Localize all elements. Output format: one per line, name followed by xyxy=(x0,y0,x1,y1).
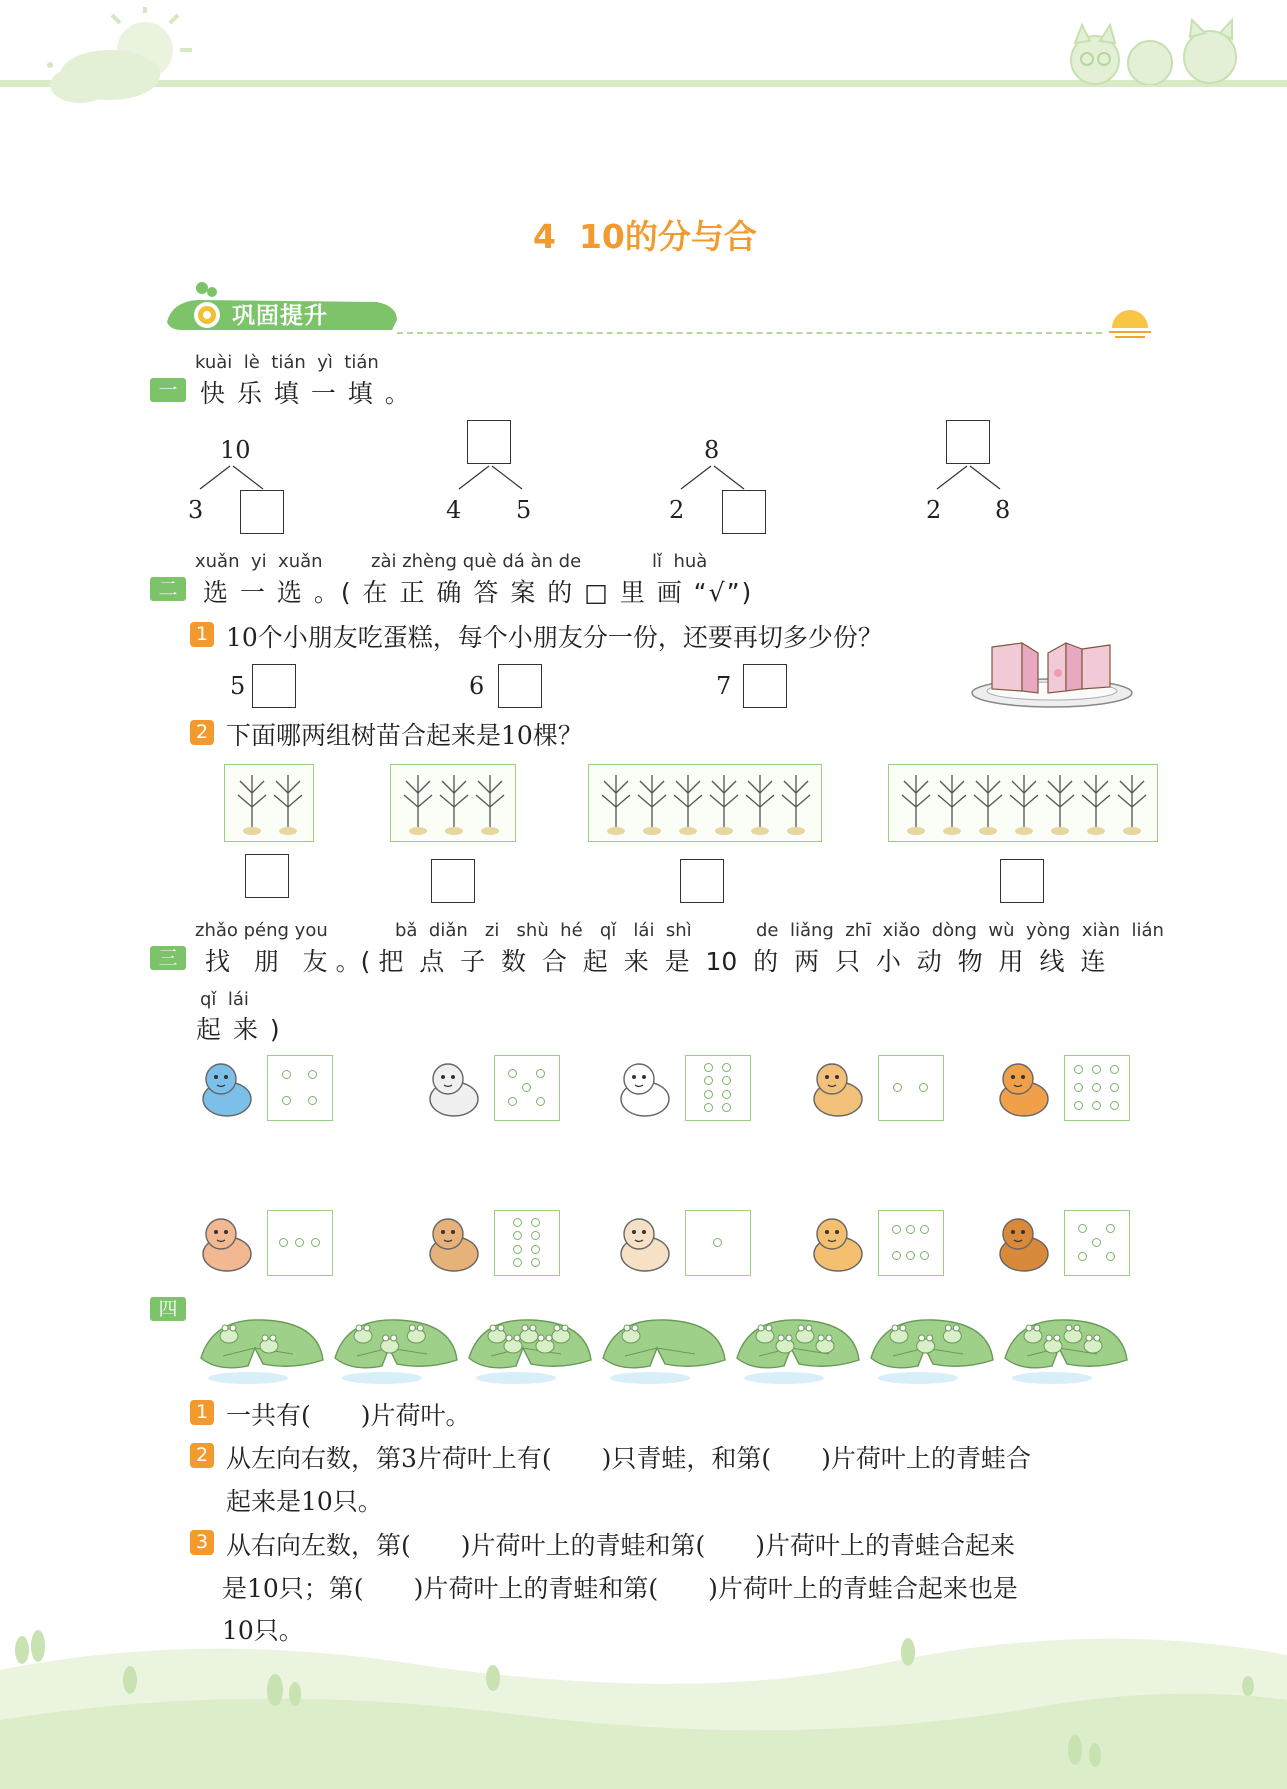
dot xyxy=(1078,1252,1087,1261)
dot xyxy=(704,1076,713,1085)
dot xyxy=(892,1251,901,1260)
dot xyxy=(722,1063,731,1072)
q4-2-line1: 从左向右数，第3片荷叶上有( )只青蛙，和第( )片荷叶上的青蛙合 xyxy=(226,1444,1031,1473)
lily-pad xyxy=(327,1298,463,1392)
section1-instruction: 快 乐 填 一 填 。 xyxy=(200,379,412,408)
dot xyxy=(531,1258,540,1267)
dot xyxy=(279,1238,288,1247)
tree-left-value: 4 xyxy=(446,496,462,524)
dot xyxy=(531,1218,540,1227)
dot xyxy=(892,1225,901,1234)
q4-2-line2: 起来是10只。 xyxy=(226,1487,383,1516)
answer-box[interactable] xyxy=(722,490,766,534)
tree-left-value: 2 xyxy=(669,496,685,524)
section3-pinyin-4: qǐ lái xyxy=(200,989,249,1010)
tree-left-value: 2 xyxy=(926,496,942,524)
lion-icon[interactable] xyxy=(990,1210,1058,1276)
tree-group-checkbox[interactable] xyxy=(680,859,724,903)
sapling-group xyxy=(390,764,516,842)
dot xyxy=(906,1251,915,1260)
section3-instruction-2: 起 来 ) xyxy=(196,1015,282,1044)
animals-header-icon xyxy=(1060,15,1250,85)
dot xyxy=(508,1069,517,1078)
dot xyxy=(1110,1083,1119,1092)
dot-card xyxy=(685,1055,751,1121)
dot xyxy=(536,1097,545,1106)
dot xyxy=(713,1238,722,1247)
dot xyxy=(722,1103,731,1112)
tree-group-checkbox[interactable] xyxy=(431,859,475,903)
dot-card xyxy=(267,1055,333,1121)
section3-pinyin-2: bǎ diǎn zi shù hé qǐ lái shì xyxy=(395,920,692,941)
section2-pinyin-2: zài zhèng què dá àn de xyxy=(371,551,582,572)
dot xyxy=(536,1069,545,1078)
dot xyxy=(920,1251,929,1260)
tree-top-value: 8 xyxy=(704,436,720,464)
dot xyxy=(282,1096,291,1105)
q4-3-line1: 从右向左数，第( )片荷叶上的青蛙和第( )片荷叶上的青蛙合起来 xyxy=(226,1531,1016,1560)
option-5: 5 xyxy=(230,672,246,700)
q2-2-badge: 2 xyxy=(190,720,214,745)
lily-pad xyxy=(729,1298,865,1392)
sapling-group xyxy=(588,764,822,842)
q4-1-text: 一共有( )片荷叶。 xyxy=(226,1401,471,1430)
answer-box[interactable] xyxy=(946,420,990,464)
q2-2-text: 下面哪两组树苗合起来是10棵？ xyxy=(226,721,583,750)
section4-badge: 四 xyxy=(150,1297,186,1321)
dot xyxy=(1078,1224,1087,1233)
dot xyxy=(1092,1065,1101,1074)
q4-3-line3: 10只。 xyxy=(222,1616,304,1645)
section2-pinyin-3: lǐ huà xyxy=(652,551,708,572)
sun-cloud-icon xyxy=(20,5,200,115)
dot xyxy=(513,1258,522,1267)
lily-pad xyxy=(997,1298,1133,1392)
section-banner xyxy=(152,280,1152,340)
dot-card xyxy=(494,1210,560,1276)
option-6-checkbox[interactable] xyxy=(498,664,542,708)
dot-card xyxy=(1064,1210,1130,1276)
q4-3-badge: 3 xyxy=(190,1530,214,1555)
section3-badge: 三 xyxy=(150,946,186,970)
dot-card xyxy=(878,1210,944,1276)
option-5-checkbox[interactable] xyxy=(252,664,296,708)
q4-2-badge: 2 xyxy=(190,1443,214,1468)
dot xyxy=(1092,1083,1101,1092)
dot xyxy=(1074,1101,1083,1110)
dot xyxy=(531,1245,540,1254)
dot xyxy=(722,1076,731,1085)
section2-instruction: 选 一 选 。( 在 正 确 答 案 的 □ 里 画 “√”) xyxy=(203,578,754,607)
dot xyxy=(1092,1101,1101,1110)
page-title: 4 10的分与合 xyxy=(533,217,757,256)
section2-pinyin-1: xuǎn yi xuǎn xyxy=(195,551,323,572)
dot xyxy=(704,1103,713,1112)
dot xyxy=(295,1238,304,1247)
dot xyxy=(308,1096,317,1105)
dot xyxy=(906,1225,915,1234)
dot xyxy=(1110,1065,1119,1074)
dot-card xyxy=(878,1055,944,1121)
q2-1-text: 10个小朋友吃蛋糕，每个小朋友分一份，还要再切多少份？ xyxy=(226,623,883,652)
tree-right-value: 8 xyxy=(995,496,1011,524)
dot xyxy=(722,1090,731,1099)
cat-icon[interactable] xyxy=(611,1210,679,1276)
section3-pinyin-1: zhǎo péng you xyxy=(195,920,328,941)
sheep-icon[interactable] xyxy=(420,1055,488,1121)
dot-card xyxy=(494,1055,560,1121)
lily-pad xyxy=(461,1298,597,1392)
section1-badge: 一 xyxy=(150,378,186,402)
sapling-group xyxy=(224,764,314,842)
banner-divider xyxy=(397,332,1102,334)
lily-pad xyxy=(595,1298,731,1392)
tree-left-value: 3 xyxy=(188,496,204,524)
dot xyxy=(308,1070,317,1079)
answer-box[interactable] xyxy=(467,420,511,464)
tiger-icon[interactable] xyxy=(804,1210,872,1276)
squirrel-icon[interactable] xyxy=(990,1055,1058,1121)
q2-1-badge: 1 xyxy=(190,622,214,647)
sunset-icon xyxy=(1107,310,1153,340)
dot xyxy=(893,1083,902,1092)
dot xyxy=(1110,1101,1119,1110)
lily-pad xyxy=(863,1298,999,1392)
tree-top-value: 10 xyxy=(220,436,251,464)
tree-lines xyxy=(930,464,1010,494)
bird-icon[interactable] xyxy=(193,1055,261,1121)
tree-right-value: 5 xyxy=(516,496,532,524)
dot xyxy=(1106,1224,1115,1233)
dot xyxy=(513,1218,522,1227)
dot xyxy=(513,1231,522,1240)
q4-3-line2: 是10只；第( )片荷叶上的青蛙和第( )片荷叶上的青蛙合起来也是 xyxy=(222,1574,1018,1603)
section3-instruction: 找 朋 友 。( 把 点 子 数 合 起 来 是 10 的 两 只 小 动 物 用 线 连 xyxy=(205,947,1106,976)
monkey-icon[interactable] xyxy=(804,1055,872,1121)
lily-pad xyxy=(193,1298,329,1392)
dot-card xyxy=(1064,1055,1130,1121)
dot xyxy=(282,1070,291,1079)
dot xyxy=(311,1238,320,1247)
dot xyxy=(1092,1238,1101,1247)
section3-pinyin-3: de liǎng zhī xiǎo dòng wù yòng xiàn lián xyxy=(756,920,1164,941)
dot xyxy=(513,1245,522,1254)
tree-group-checkbox[interactable] xyxy=(1000,859,1044,903)
banner-label: 巩固提升 xyxy=(232,303,328,329)
dot xyxy=(1074,1083,1083,1092)
dot xyxy=(522,1083,531,1092)
option-7-checkbox[interactable] xyxy=(743,664,787,708)
option-6: 6 xyxy=(469,672,485,700)
horse-icon[interactable] xyxy=(420,1210,488,1276)
rabbit-icon[interactable] xyxy=(611,1055,679,1121)
answer-box[interactable] xyxy=(240,490,284,534)
dot xyxy=(508,1097,517,1106)
option-7: 7 xyxy=(716,672,732,700)
section2-badge: 二 xyxy=(150,577,186,601)
dot xyxy=(1106,1252,1115,1261)
dot xyxy=(920,1225,929,1234)
dot xyxy=(704,1090,713,1099)
dot xyxy=(919,1083,928,1092)
dot xyxy=(704,1063,713,1072)
hills-footer-icon xyxy=(0,1610,1287,1789)
dot xyxy=(1074,1065,1083,1074)
tree-lines xyxy=(452,464,532,494)
sapling-group xyxy=(888,764,1158,842)
tree-group-checkbox[interactable] xyxy=(245,854,289,898)
dot-card xyxy=(685,1210,751,1276)
bear-icon[interactable] xyxy=(193,1210,261,1276)
dot xyxy=(531,1231,540,1240)
cake-plate-icon xyxy=(970,635,1135,710)
dot-card xyxy=(267,1210,333,1276)
section1-pinyin: kuài lè tián yì tián xyxy=(195,352,379,373)
q4-1-badge: 1 xyxy=(190,1400,214,1425)
